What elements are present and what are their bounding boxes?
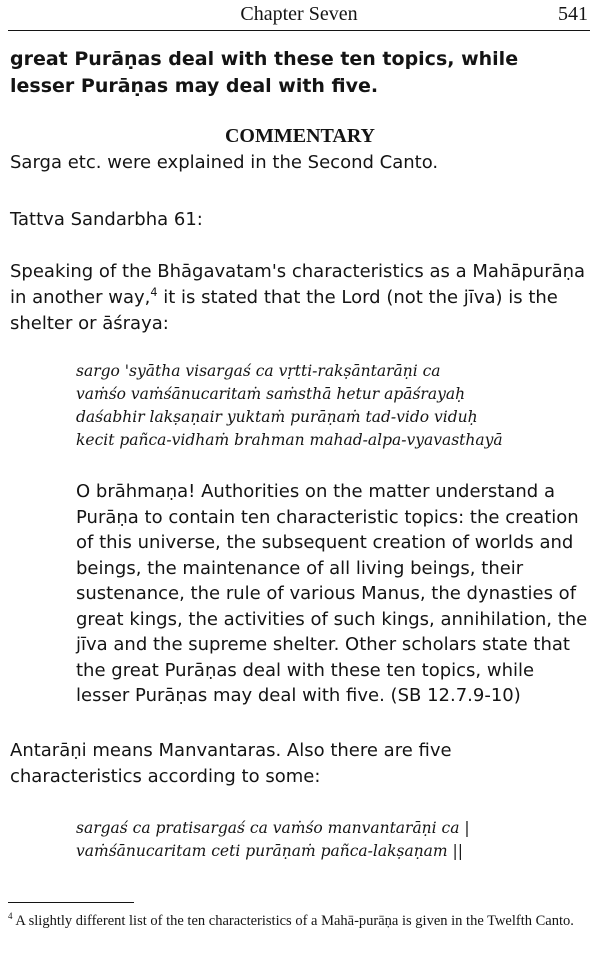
verse-line: sargaś ca pratisargaś ca vaṁśo manvantarāṇi ca | [76, 819, 470, 837]
footnote [8, 912, 590, 931]
paragraph-text-a: Speaking of the Bhāgavatam's characteristics as a Mahāpurāṇa in another way, [10, 261, 586, 308]
verse-line: vaṁśo vaṁśānucaritaṁ saṁsthā hetur apāśrayaḥ [76, 385, 466, 403]
verse-line: sargo 'syātha visargaś ca vṛtti-rakṣāntarāṇi ca [76, 362, 441, 380]
page-number: 541 [558, 3, 588, 25]
verse-translation: O brāhmaṇa! Authorities on the matter understand a Purāṇa to contain ten characteristic topics: the creation of this universe, the subsequent creation of worlds and beings, the maintenance of all living beings, their sustenance, the rule of various Manus, the dynasties of great kings, the activities of such kings, annihilation, the jīva and the supreme shelter. Other scholars state that the great Purāṇas deal with these ten topics, while lesser Purāṇas may deal with five. (SB 12.7.9-10) [76, 481, 588, 706]
sanskrit-verse-2 [76, 817, 588, 863]
chapter-title: Chapter Seven [240, 3, 358, 25]
commentary-heading: COMMENTARY [224, 125, 376, 147]
footnote-ref[interactable]: 4 [150, 286, 158, 299]
verse-line: daśabhir lakṣaṇair yuktaṁ purāṇaṁ tad-vido viduḥ [76, 408, 478, 426]
verse-translation-end: great Purāṇas deal with these ten topics, while lesser Purāṇas may deal with five. [10, 48, 519, 97]
verse-line: vaṁśānucaritam ceti purāṇaṁ pañca-lakṣaṇam || [76, 842, 463, 860]
commentary-paragraph-4: Antarāṇi means Manvantaras. Also there are five characteristics according to some: [10, 740, 452, 787]
footnote-divider [8, 902, 134, 903]
footnote-text: A slightly different list of the ten characteristics of a Mahā-purāṇa is given in the Twelfth Canto. [12, 913, 574, 929]
footnote-mark: 4 [8, 911, 13, 922]
commentary-paragraph-3 [10, 259, 588, 337]
commentary-paragraph-2: Tattva Sandarbha 61: [10, 209, 203, 230]
verse-line: kecit pañca-vidhaṁ brahman mahad-alpa-vyavasthayā [76, 431, 503, 449]
running-header [8, 0, 590, 31]
commentary-paragraph-1: Sarga etc. were explained in the Second Canto. [10, 152, 439, 173]
sanskrit-verse-1 [76, 360, 588, 452]
paragraph-text-b: it is stated that the Lord (not the jīva) is the shelter or āśraya: [10, 287, 558, 334]
